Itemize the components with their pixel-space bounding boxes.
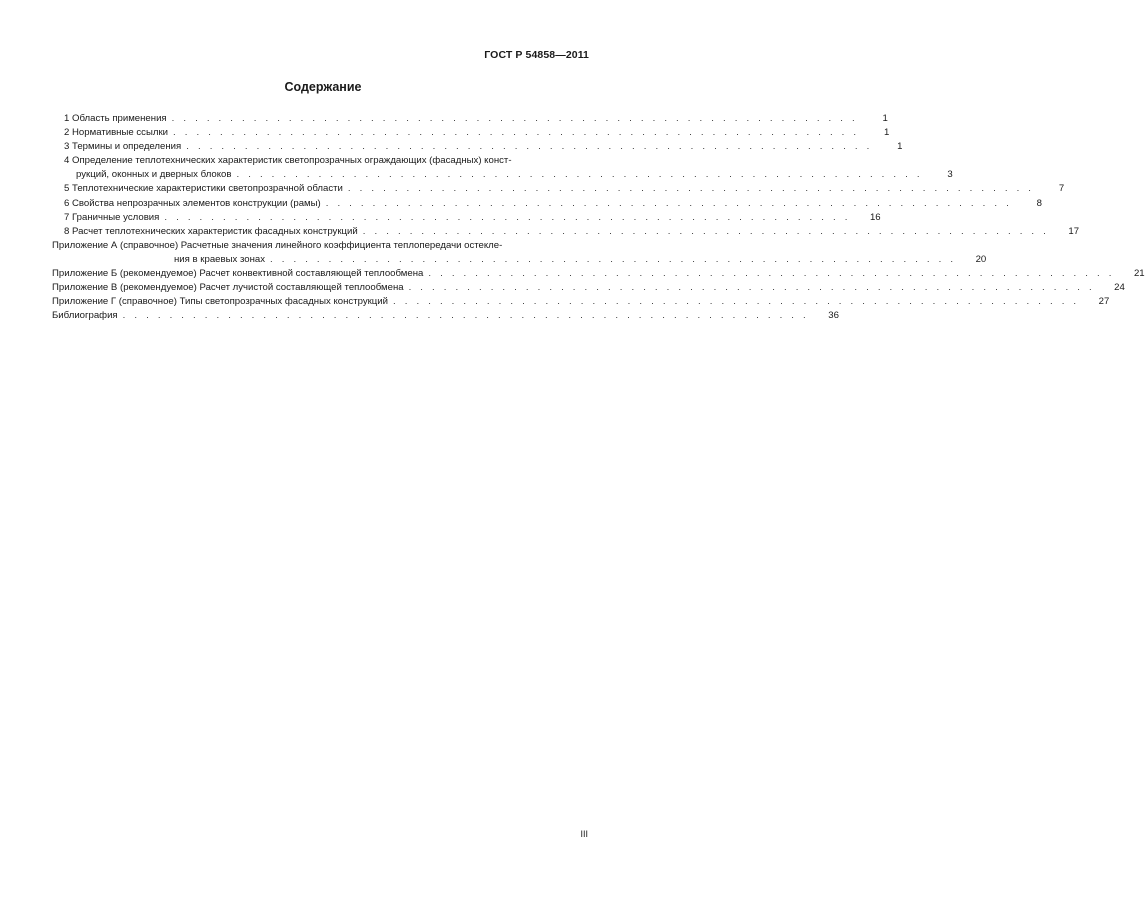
toc-entry-bibliography[interactable]	[52, 309, 839, 323]
toc-leader-dots: . . . . . . . . . . . . . . . . . . . . . . . . . . . . . . . . . . . . . . . . . . . . . . . . . . . . . . . . . . .	[173, 127, 860, 139]
toc-entry-title: 3 Термины и определения	[64, 141, 182, 153]
toc-entry-appendix[interactable]	[52, 239, 987, 267]
toc-leader-dots: . . . . . . . . . . . . . . . . . . . . . . . . . . . . . . . . . . . . . . . . . . . . . . . . . . . . . . . . . . .	[325, 197, 1012, 209]
toc-leader-dots: . . . . . . . . . . . . . . . . . . . . . . . . . . . . . . . . . . . . . . . . . . . . . . . . . . . . . . . . . . .	[428, 268, 1115, 280]
toc-entry-title: 4 Определение теплотехнических характеристик светопрозрачных ограждающих (фасадных) конст-	[64, 155, 512, 167]
toc-leader-dots: . . . . . . . . . . . . . . . . . . . . . . . . . . . . . . . . . . . . . . . . . . . . . . . . . . . . . . . . . . .	[122, 310, 809, 322]
toc-entry-title-continued: рукций, оконных и дверных блоков	[76, 169, 232, 181]
toc-entry-title: Приложение Б (рекомендуемое) Расчет конвективной составляющей теплообмена	[52, 268, 424, 280]
toc-entry-title: 5 Теплотехнические характеристики светопрозрачной области	[64, 183, 343, 195]
toc-entry-title: Приложение В (рекомендуемое) Расчет лучистой составляющей теплообмена	[52, 282, 404, 294]
toc-entry[interactable]	[52, 126, 890, 140]
toc-leader-dots: . . . . . . . . . . . . . . . . . . . . . . . . . . . . . . . . . . . . . . . . . . . . . . . . . . . . . . . . . . .	[171, 113, 858, 124]
toc-entry-page: 1	[882, 113, 888, 124]
toc-leader-dots: . . . . . . . . . . . . . . . . . . . . . . . . . . . . . . . . . . . . . . . . . . . . . . . . . . . . . . . . . . .	[164, 211, 851, 223]
toc-leader-dots: . . . . . . . . . . . . . . . . . . . . . . . . . . . . . . . . . . . . . . . . . . . . . . . . . . . . . . . . . . .	[270, 253, 957, 265]
toc-entry-page: 20	[975, 253, 987, 265]
toc-leader-dots: . . . . . . . . . . . . . . . . . . . . . . . . . . . . . . . . . . . . . . . . . . . . . . . . . . . . . . . . . . .	[236, 169, 923, 181]
toc-entry-page: 17	[1068, 225, 1080, 237]
toc-entry-title: Приложение Г (справочное) Типы светопрозрачных фасадных конструкций	[52, 296, 389, 308]
toc-entry-appendix[interactable]	[52, 281, 1125, 295]
document-code: ГОСТ Р 54858—2011	[484, 49, 589, 61]
toc-leader-dots: . . . . . . . . . . . . . . . . . . . . . . . . . . . . . . . . . . . . . . . . . . . . . . . . . . . . . . . . . . .	[186, 141, 873, 153]
toc-entry-page: 7	[1058, 183, 1065, 195]
toc-leader-dots: . . . . . . . . . . . . . . . . . . . . . . . . . . . . . . . . . . . . . . . . . . . . . . . . . . . . . . . . . . .	[347, 183, 1035, 195]
toc-entry-title: 8 Расчет теплотехнических характеристик фасадных конструкций	[64, 225, 358, 237]
toc-entry-page: 1	[883, 127, 890, 139]
toc-entry-appendix[interactable]	[52, 267, 1145, 281]
toc-entry[interactable]	[52, 211, 881, 225]
table-of-contents	[52, 112, 1145, 323]
toc-entry-page: 8	[1036, 197, 1042, 209]
toc-entry-page: 36	[828, 310, 839, 322]
toc-entry-title: Библиография	[52, 310, 118, 322]
toc-leader-dots: . . . . . . . . . . . . . . . . . . . . . . . . . . . . . . . . . . . . . . . . . . . . . . . . . . . . . . . . . . .	[408, 282, 1095, 294]
toc-entry-page: 1	[897, 141, 903, 153]
toc-entry-title: 1 Область применения	[64, 113, 167, 124]
toc-entry[interactable]	[52, 112, 888, 126]
toc-entry-page: 16	[869, 211, 881, 223]
toc-entry[interactable]	[52, 154, 953, 182]
toc-entry-page: 21	[1133, 268, 1145, 280]
toc-entry-title: Приложение А (справочное) Расчетные значения линейного коэффициента теплопередачи остекле-	[52, 239, 503, 251]
toc-entry-title: 2 Нормативные ссылки	[64, 127, 169, 139]
toc-entry-title: 7 Граничные условия	[64, 211, 160, 223]
page-number: III	[580, 829, 588, 839]
toc-entry-page: 27	[1098, 296, 1110, 308]
toc-entry-title-continued: ния в краевых зонах	[174, 253, 265, 265]
toc-title: Содержание	[284, 80, 362, 94]
toc-leader-dots: . . . . . . . . . . . . . . . . . . . . . . . . . . . . . . . . . . . . . . . . . . . . . . . . . . . . . . . . . . .	[393, 296, 1080, 308]
toc-entry[interactable]	[52, 197, 1042, 211]
toc-entry-title: 6 Свойства непрозрачных элементов конструкции (рамы)	[64, 197, 321, 209]
toc-entry[interactable]	[52, 140, 903, 154]
toc-entry-appendix[interactable]	[52, 295, 1110, 309]
toc-entry-page: 3	[947, 169, 953, 181]
toc-entry[interactable]	[52, 225, 1080, 239]
toc-entry[interactable]	[52, 182, 1065, 196]
toc-entry-page: 24	[1114, 282, 1125, 294]
toc-leader-dots: . . . . . . . . . . . . . . . . . . . . . . . . . . . . . . . . . . . . . . . . . . . . . . . . . . . . . . . . . . .	[362, 225, 1050, 237]
